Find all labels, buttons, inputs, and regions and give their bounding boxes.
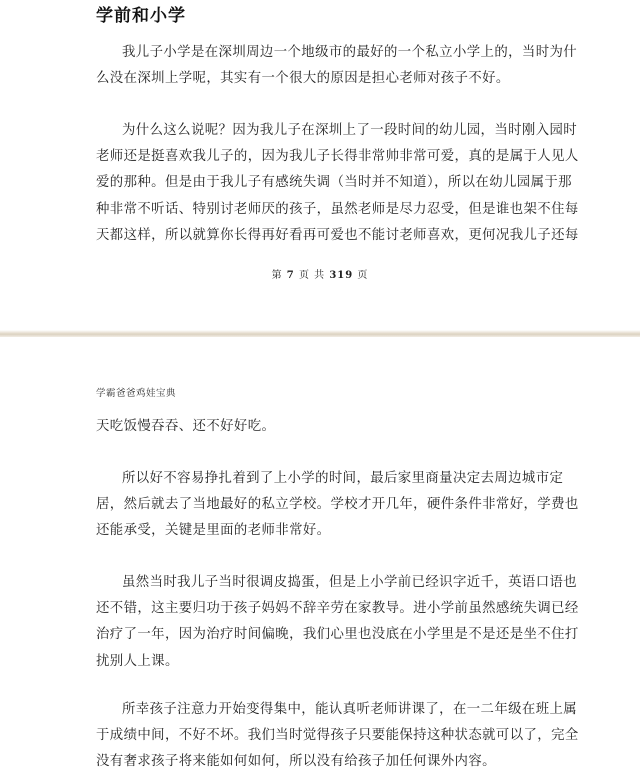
text-line: 种非常不听话、特别讨老师厌的孩子，虽然老师是尽力忍受，但是谁也架不住每 bbox=[96, 201, 579, 217]
paragraph-continuation bbox=[96, 414, 552, 440]
paragraph-1 bbox=[96, 40, 578, 92]
text-line: 所以好不容易挣扎着到了上小学的时间，最后家里商量决定去周边城市定 bbox=[122, 471, 564, 486]
text-line: 为什么这么说呢？因为我儿子在深圳上了一段时间的幼儿园，当时刚入园时 bbox=[122, 123, 578, 138]
page-number: 7 bbox=[286, 270, 295, 281]
text-line: 于成绩中间，不好不坏。我们当时觉得孩子只要能保持这种状态就可以了，完全 bbox=[96, 728, 579, 744]
page-separator bbox=[0, 330, 640, 337]
footer-middle: 页 共 bbox=[298, 270, 326, 281]
running-header: 学霸爸爸鸡娃宝典 bbox=[96, 388, 177, 399]
text-line: 治疗了一年，因为治疗时间偏晚，我们心里也没底在小学里是不是还是坐不住打 bbox=[96, 627, 579, 643]
footer-prefix: 第 bbox=[271, 270, 283, 281]
text-line: 我儿子小学是在深圳周边一个地级市的最好的一个私立小学上的，当时为什 bbox=[122, 45, 578, 60]
text-line: 还不错，这主要归功于孩子妈妈不辞辛劳在家教导。进小学前虽然感统失调已经 bbox=[96, 601, 579, 617]
text-line: 天吃饭慢吞吞、还不好好吃。 bbox=[96, 419, 276, 434]
page-footer bbox=[0, 266, 640, 281]
text-line: 居，然后就去了当地最好的私立学校。学校才开几年，硬件条件非常好，学费也 bbox=[96, 497, 579, 513]
text-line: 天都这样，所以就算你长得再好看再可爱也不能讨老师喜欢，更何况我儿子还每 bbox=[96, 227, 579, 243]
text-line: 所幸孩子注意力开始变得集中，能认真听老师讲课了，在一二年级在班上属 bbox=[122, 702, 578, 717]
text-line: 虽然当时我儿子当时很调皮捣蛋，但是上小学前已经识字近千，英语口语也 bbox=[122, 575, 578, 590]
section-heading: 学前和小学 bbox=[96, 6, 186, 26]
text-line: 没有奢求孩子将来能如何如何，所以没有给孩子加任何课外内容。 bbox=[96, 754, 496, 770]
document-page-8 bbox=[0, 337, 640, 770]
paragraph-2 bbox=[96, 118, 579, 249]
text-line: 爱的那种。但是由于我儿子有感统失调（当时并不知道），所以在幼儿园属于那 bbox=[96, 175, 572, 191]
text-line: 么没在深圳上学呢，其实有一个很大的原因是担心老师对孩子不好。 bbox=[96, 71, 510, 87]
total-pages: 319 bbox=[329, 270, 354, 281]
document-page-7 bbox=[0, 0, 640, 333]
text-line: 还能承受，关键是里面的老师非常好。 bbox=[96, 523, 331, 539]
text-line: 老师还是挺喜欢我儿子的，因为我儿子长得非常帅非常可爱，真的是属于人见人 bbox=[96, 149, 579, 165]
paragraph-3 bbox=[96, 466, 579, 545]
paragraph-5 bbox=[96, 697, 579, 776]
footer-suffix: 页 bbox=[357, 270, 369, 281]
text-line: 扰别人上课。 bbox=[96, 653, 179, 669]
paragraph-4 bbox=[96, 570, 579, 675]
